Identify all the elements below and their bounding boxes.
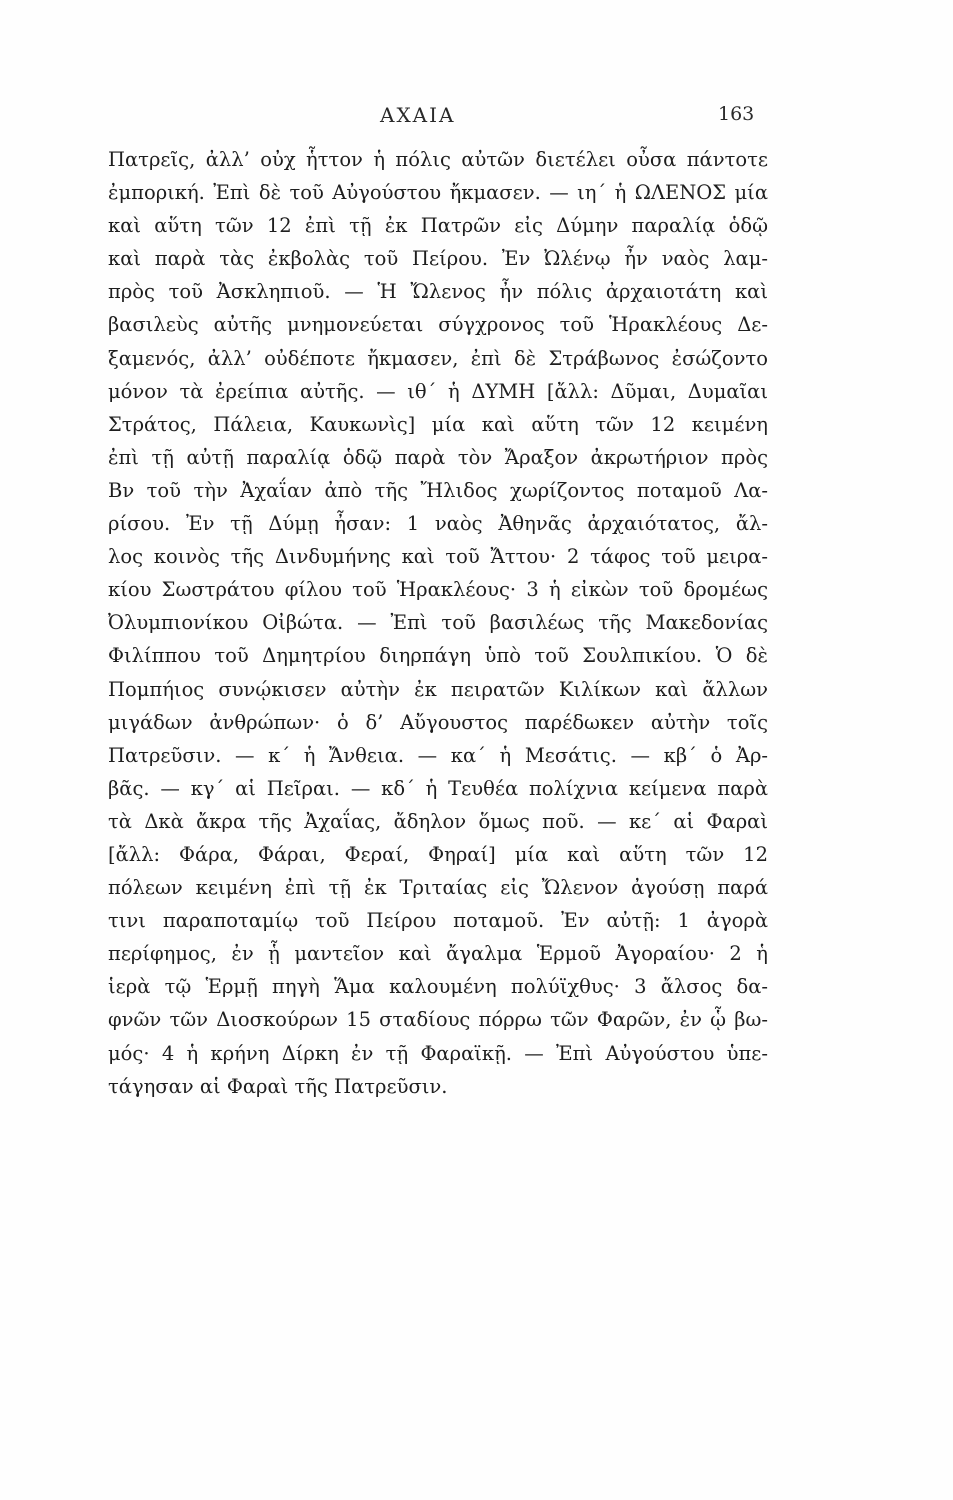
- text-line: ἐπὶ τῇ αὐτῇ παραλίᾳ ὁδῷ παρὰ τὸν Ἄραξον ἀκρωτήριον πρὸς: [108, 445, 768, 469]
- text-line: ἱερὰ τῷ Ἑρμῇ πηγὴ Ἅμα καλουμένη πολύϊχθυς· 3 ἄλσος δα-: [108, 975, 768, 999]
- text-line: ρίσου. Ἐν τῇ Δύμῃ ἦσαν: 1 ναὸς Ἀθηνᾶς ἀρχαιότατος, ἄλ-: [108, 512, 768, 536]
- text-line: τὰ Δκὰ ἄκρα τῆς Ἀχαΐας, ἄδηλον ὅμως ποῦ. — κε΄ αἱ Φαραὶ: [108, 809, 768, 833]
- text-line: κίου Σωστράτου φίλου τοῦ Ἡρακλέους· 3 ἡ εἰκὼν τοῦ δρομέως: [108, 578, 768, 602]
- text-line: φνῶν τῶν Διοσκούρων 15 σταδίους πόρρω τῶν Φαρῶν, ἐν ᾧ βω-: [108, 1008, 768, 1032]
- text-line: ξαμενός, ἀλλ’ οὐδέποτε ἤκμασεν, ἐπὶ δὲ Στράβωνος ἐσώζοντο: [108, 346, 768, 370]
- text-line: Φιλίππου τοῦ Δημητρίου διηρπάγη ὑπὸ τοῦ Σουλπικίου. Ὁ δὲ: [108, 644, 768, 668]
- running-title: ΑΧΑΙΑ: [380, 103, 456, 127]
- text-line: καὶ αὕτη τῶν 12 ἐπὶ τῇ ἐκ Πατρῶν εἰς Δύμην παραλίᾳ ὁδῷ: [108, 214, 768, 238]
- text-line: Πομπήιος συνῴκισεν αὐτὴν ἐκ πειρατῶν Κιλίκων καὶ ἄλλων: [108, 677, 768, 701]
- page-number: 163: [718, 103, 755, 125]
- text-line: πρὸς τοῦ Ἀσκληπιοῦ. — Ἡ Ὤλενος ἦν πόλις ἀρχαιοτάτη καὶ: [108, 280, 768, 304]
- text-line: [ἄλλ: Φάρα, Φάραι, Φεραί, Φηραί] μία καὶ αὕτη τῶν 12: [108, 842, 768, 866]
- text-line: μιγάδων ἀνθρώπων· ὁ δ’ Αὔγουστος παρέδωκεν αὐτὴν τοῖς: [108, 710, 768, 734]
- text-line: τάγησαν αἱ Φαραὶ τῆς Πατρεῦσιν.: [108, 1074, 448, 1098]
- body-text: [108, 143, 768, 1103]
- text-line: βασιλεὺς αὐτῆς μνημονεύεται σύγχρονος τοῦ Ἡρακλέους Δε-: [108, 313, 768, 337]
- text-line: μόνον τὰ ἐρείπια αὐτῆς. — ιθ΄ ἡ ΔΥΜΗ [ἄλλ: Δῦμαι, Δυμαῖαι: [108, 379, 768, 403]
- text-line: πόλεων κειμένη ἐπὶ τῇ ἐκ Τριταίας εἰς Ὤλενον ἀγούσῃ παρά: [108, 876, 768, 900]
- text-line: περίφημος, ἐν ᾗ μαντεῖον καὶ ἄγαλμα Ἑρμοῦ Ἀγοραίου· 2 ἡ: [108, 942, 768, 966]
- text-line: μός· 4 ἡ κρήνη Δίρκη ἐν τῇ Φαραϊκῇ. — Ἐπὶ Αὐγούστου ὑπε-: [108, 1041, 768, 1065]
- text-line: ἐμπορική. Ἐπὶ δὲ τοῦ Αὐγούστου ἤκμασεν. — ιη΄ ἡ ΩΛΕΝΟΣ μία: [108, 181, 768, 205]
- text-line: λος κοινὸς τῆς Δινδυμήνης καὶ τοῦ Ἄττου· 2 τάφος τοῦ μειρα-: [108, 545, 768, 569]
- text-line: Ὀλυμπιονίκου Οἰβώτα. — Ἐπὶ τοῦ βασιλέως τῆς Μακεδονίας: [108, 611, 768, 635]
- text-line: Πατρεῦσιν. — κ΄ ἡ Ἄνθεια. — κα΄ ἡ Μεσάτις. — κβ΄ ὁ Ἀρ-: [108, 743, 768, 767]
- text-line: τινι παραποταμίῳ τοῦ Πείρου ποταμοῦ. Ἐν αὐτῇ: 1 ἀγορὰ: [108, 909, 768, 933]
- text-line: Πατρεῖς, ἀλλ’ οὐχ ἧττον ἡ πόλις αὐτῶν διετέλει οὖσα πάντοτε: [108, 148, 768, 171]
- text-line: βᾶς. — κγ΄ αἱ Πεῖραι. — κδ΄ ἡ Τευθέα πολίχνια κείμενα παρὰ: [108, 776, 768, 800]
- text-line: καὶ παρὰ τὰς ἐκβολὰς τοῦ Πείρου. Ἐν Ὠλένῳ ἦν ναὸς λαμ-: [108, 247, 768, 271]
- text-line: Στράτος, Πάλεια, Καυκωνὶς] μία καὶ αὕτη τῶν 12 κειμένη: [108, 412, 768, 436]
- text-line: Βν τοῦ τὴν Ἀχαΐαν ἀπὸ τῆς Ἤλιδος χωρίζοντος ποταμοῦ Λα-: [108, 478, 768, 502]
- running-head: [0, 103, 953, 133]
